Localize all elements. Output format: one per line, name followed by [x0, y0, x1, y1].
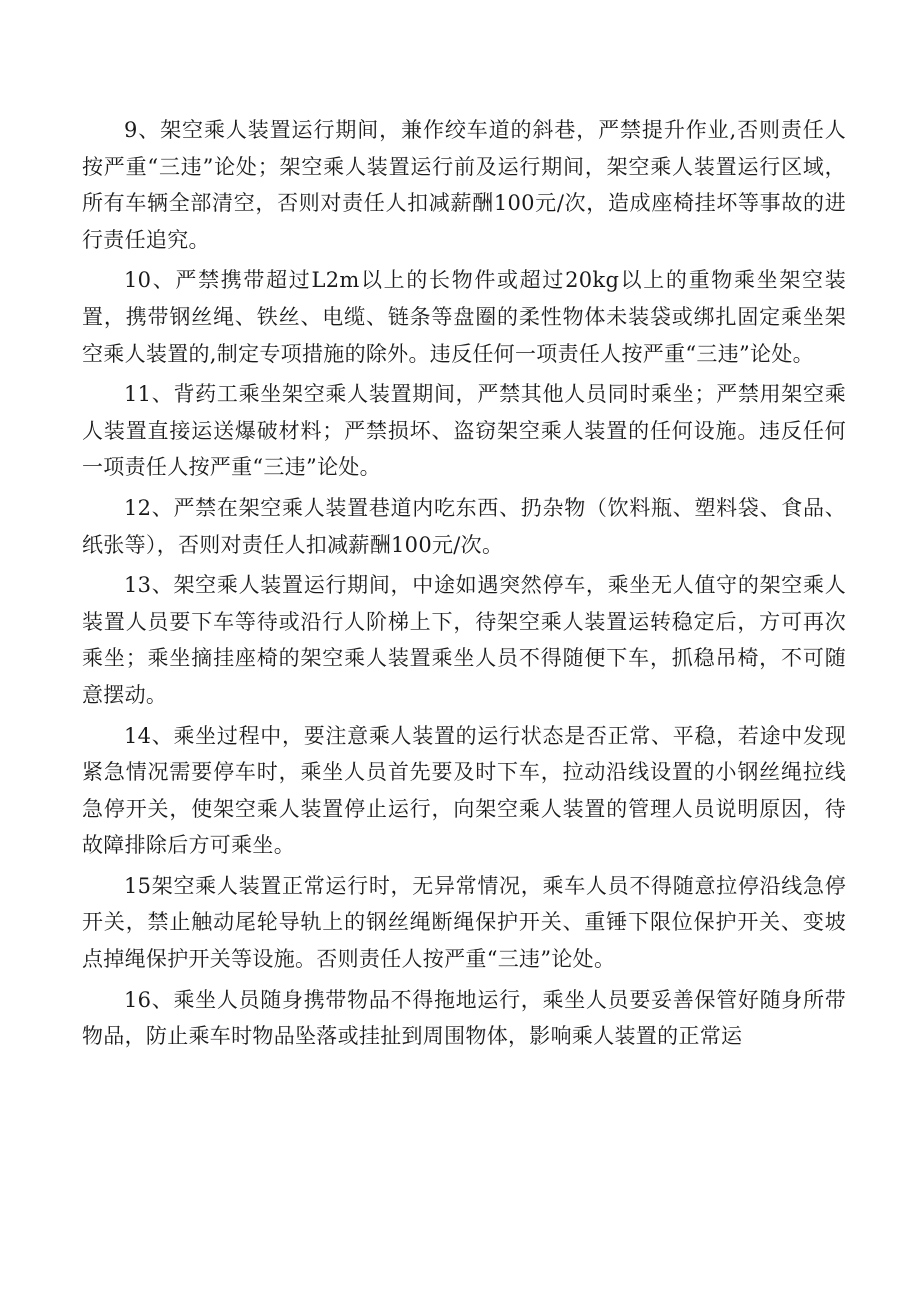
paragraph-14: 14、乘坐过程中，要注意乘人装置的运行状态是否正常、平稳，若途中发现紧急情况需要停车时，乘坐人员首先要及时下车，拉动沿线设置的小钢丝绳拉线急停开关，使架空乘人装置停止运行，向架空乘人装置的管理人员说明原因，待故障排除后方可乘坐。 [82, 723, 846, 858]
paragraph-12: 12、严禁在架空乘人装置巷道内吃东西、扔杂物（饮料瓶、塑料袋、食品、纸张等），否则对责任人扣减薪酬100元/次。 [82, 495, 846, 557]
document-body [82, 112, 846, 1059]
paragraph-11: 11、背药工乘坐架空乘人装置期间，严禁其他人员同时乘坐；严禁用架空乘人装置直接运送爆破材料；严禁损坏、盗窃架空乘人装置的任何设施。违反任何一项责任人按严重“三违”论处。 [82, 382, 846, 480]
paragraph-10: 10、严禁携带超过L2m以上的长物件或超过20kg以上的重物乘坐架空装置，携带钢丝绳、铁丝、电缆、链条等盘圈的柔性物体未装袋或绑扎固定乘坐架空乘人装置的,制定专项措施的除外。违反任何一项责任人按严重“三违”论处。 [82, 268, 846, 366]
paragraph-13: 13、架空乘人装置运行期间，中途如遇突然停车，乘坐无人值守的架空乘人装置人员要下车等待或沿行人阶梯上下，待架空乘人装置运转稳定后，方可再次乘坐；乘坐摘挂座椅的架空乘人装置乘坐人员不得随便下车，抓稳吊椅，不可随意摆动。 [82, 573, 846, 707]
paragraph-16: 16、乘坐人员随身携带物品不得拖地运行，乘坐人员要妥善保管好随身所带物品，防止乘车时物品坠落或挂扯到周围物体，影响乘人装置的正常运 [82, 987, 846, 1049]
paragraph-9: 9、架空乘人装置运行期间，兼作绞车道的斜巷，严禁提升作业,否则责任人按严重“三违”论处；架空乘人装置运行前及运行期间，架空乘人装置运行区域，所有车辆全部清空，否则对责任人扣减薪酬100元/次，造成座椅挂坏等事故的进行责任追究。 [82, 118, 846, 252]
paragraph-15: 15架空乘人装置正常运行时，无异常情况，乘车人员不得随意拉停沿线急停开关，禁止触动尾轮导轨上的钢丝绳断绳保护开关、重锤下限位保护开关、变坡点掉绳保护开关等设施。否则责任人按严重“三违”论处。 [82, 873, 846, 972]
